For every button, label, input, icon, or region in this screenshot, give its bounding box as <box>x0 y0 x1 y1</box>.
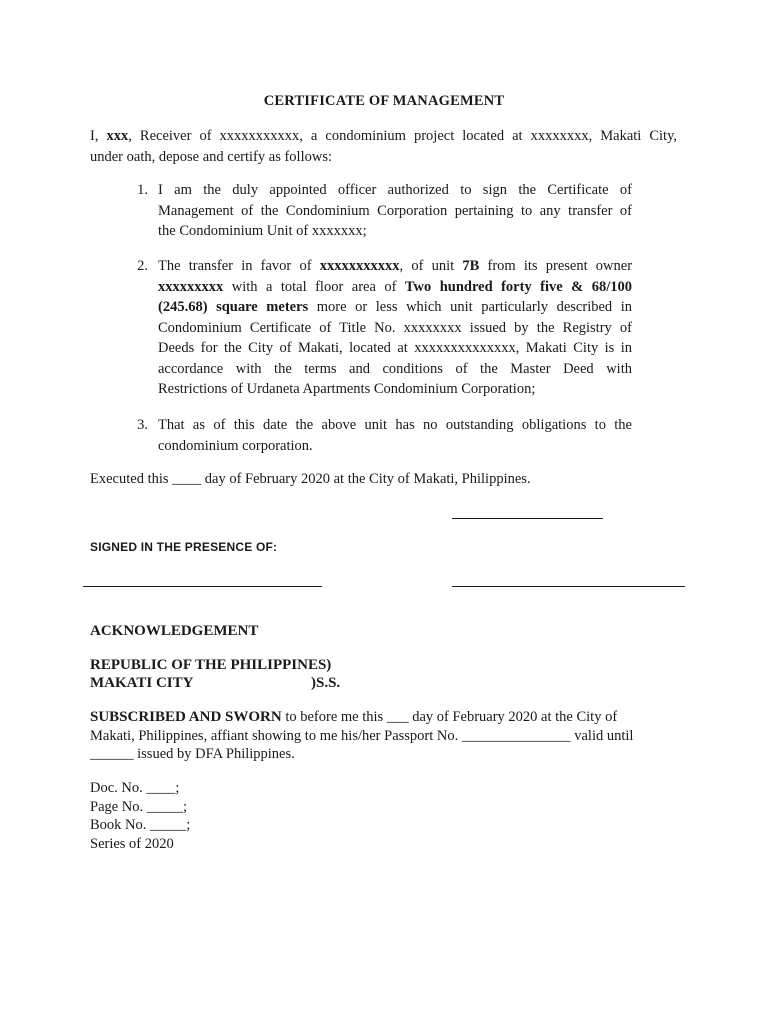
page-number: Page No. _____; <box>90 798 188 815</box>
affiant-signature-line <box>452 518 603 519</box>
witness-signature-line-1 <box>83 586 322 587</box>
item-2-line <box>158 297 632 318</box>
notarial-register <box>90 779 190 853</box>
acknowledgement-heading: ACKNOWLEDGEMENT <box>90 623 259 639</box>
unit-number: 7B <box>462 258 480 274</box>
venue-city: MAKATI CITY <box>90 675 194 691</box>
book-number: Book No. _____; <box>90 817 191 833</box>
intro-line-1 <box>90 126 677 147</box>
item-2-number: 2. <box>137 258 148 274</box>
item-2-text: The transfer in favor of <box>158 258 312 274</box>
document-title: CERTIFICATE OF MANAGEMENT <box>263 93 505 109</box>
jurat-bold: SUBSCRIBED AND SWORN <box>90 709 282 725</box>
item-1-line: Management of the Condominium Corporation pertaining to any transfer of <box>158 202 632 219</box>
item-2-text: more or less which unit particularly described in <box>316 299 633 315</box>
jurat-line <box>90 708 690 727</box>
intro-text: I, <box>90 128 99 144</box>
signed-presence-label: SIGNED IN THE PRESENCE OF: <box>90 540 278 554</box>
jurat-line: ______ issued by DFA Philippines. <box>90 746 295 762</box>
item-2-text: from its present owner <box>487 258 633 274</box>
intro-text: , Receiver of xxxxxxxxxxx, a condominium project located at xxxxxxxx, Makati City, <box>128 128 678 144</box>
item-1-number: 1. <box>137 182 148 198</box>
item-1-line: I am the duly appointed officer authorized to sign the Certificate of <box>158 182 632 198</box>
transferee-name: xxxxxxxxxxx <box>319 258 400 274</box>
venue-ss: )S.S. <box>311 675 341 691</box>
item-2-line: accordance with the terms and conditions of the Master Deed with <box>158 360 632 377</box>
item-2-line <box>158 256 632 277</box>
item-2-line: Deeds for the City of Makati, located at xxxxxxxxxxxxxx, Makati City is in <box>158 340 632 356</box>
jurat-line: Makati, Philippines, affiant showing to me his/her Passport No. _______________ valid until <box>90 727 634 744</box>
venue-republic: REPUBLIC OF THE PHILIPPINES) <box>90 657 332 673</box>
jurat-text: to before me this ___ day of February 2020 at the City of <box>285 709 618 725</box>
item-3-line: That as of this date the above unit has no outstanding obligations to the <box>158 417 632 433</box>
floor-area-words: Two hundred forty five & 68/100 <box>404 278 632 295</box>
intro-receiver-name: xxx <box>106 128 129 144</box>
item-1-line: the Condominium Unit of xxxxxxx; <box>158 223 367 239</box>
item-1 <box>158 180 632 242</box>
item-3-number: 3. <box>137 417 148 433</box>
item-2-text: with a total floor area of <box>231 278 397 295</box>
floor-area-numeric: (245.68) square meters <box>158 299 309 315</box>
item-2-line <box>158 277 632 298</box>
item-3-line: condominium corporation. <box>158 437 313 454</box>
doc-number: Doc. No. ____; <box>90 780 180 796</box>
item-2-line: Condominium Certificate of Title No. xxxxxxxx issued by the Registry of <box>158 319 632 336</box>
item-3 <box>158 415 632 456</box>
intro-paragraph <box>90 126 677 167</box>
owner-name: xxxxxxxxx <box>158 278 224 295</box>
item-2-line: Restrictions of Urdaneta Apartments Condominium Corporation; <box>158 381 536 397</box>
series-year: Series of 2020 <box>90 835 174 852</box>
intro-line-2: under oath, depose and certify as follows: <box>90 148 332 165</box>
jurat-paragraph <box>90 708 690 764</box>
item-2-text: , of unit <box>399 258 455 274</box>
executed-line: Executed this ____ day of February 2020 at the City of Makati, Philippines. <box>90 471 531 487</box>
item-2 <box>158 256 632 400</box>
witness-signature-line-2 <box>452 586 685 587</box>
